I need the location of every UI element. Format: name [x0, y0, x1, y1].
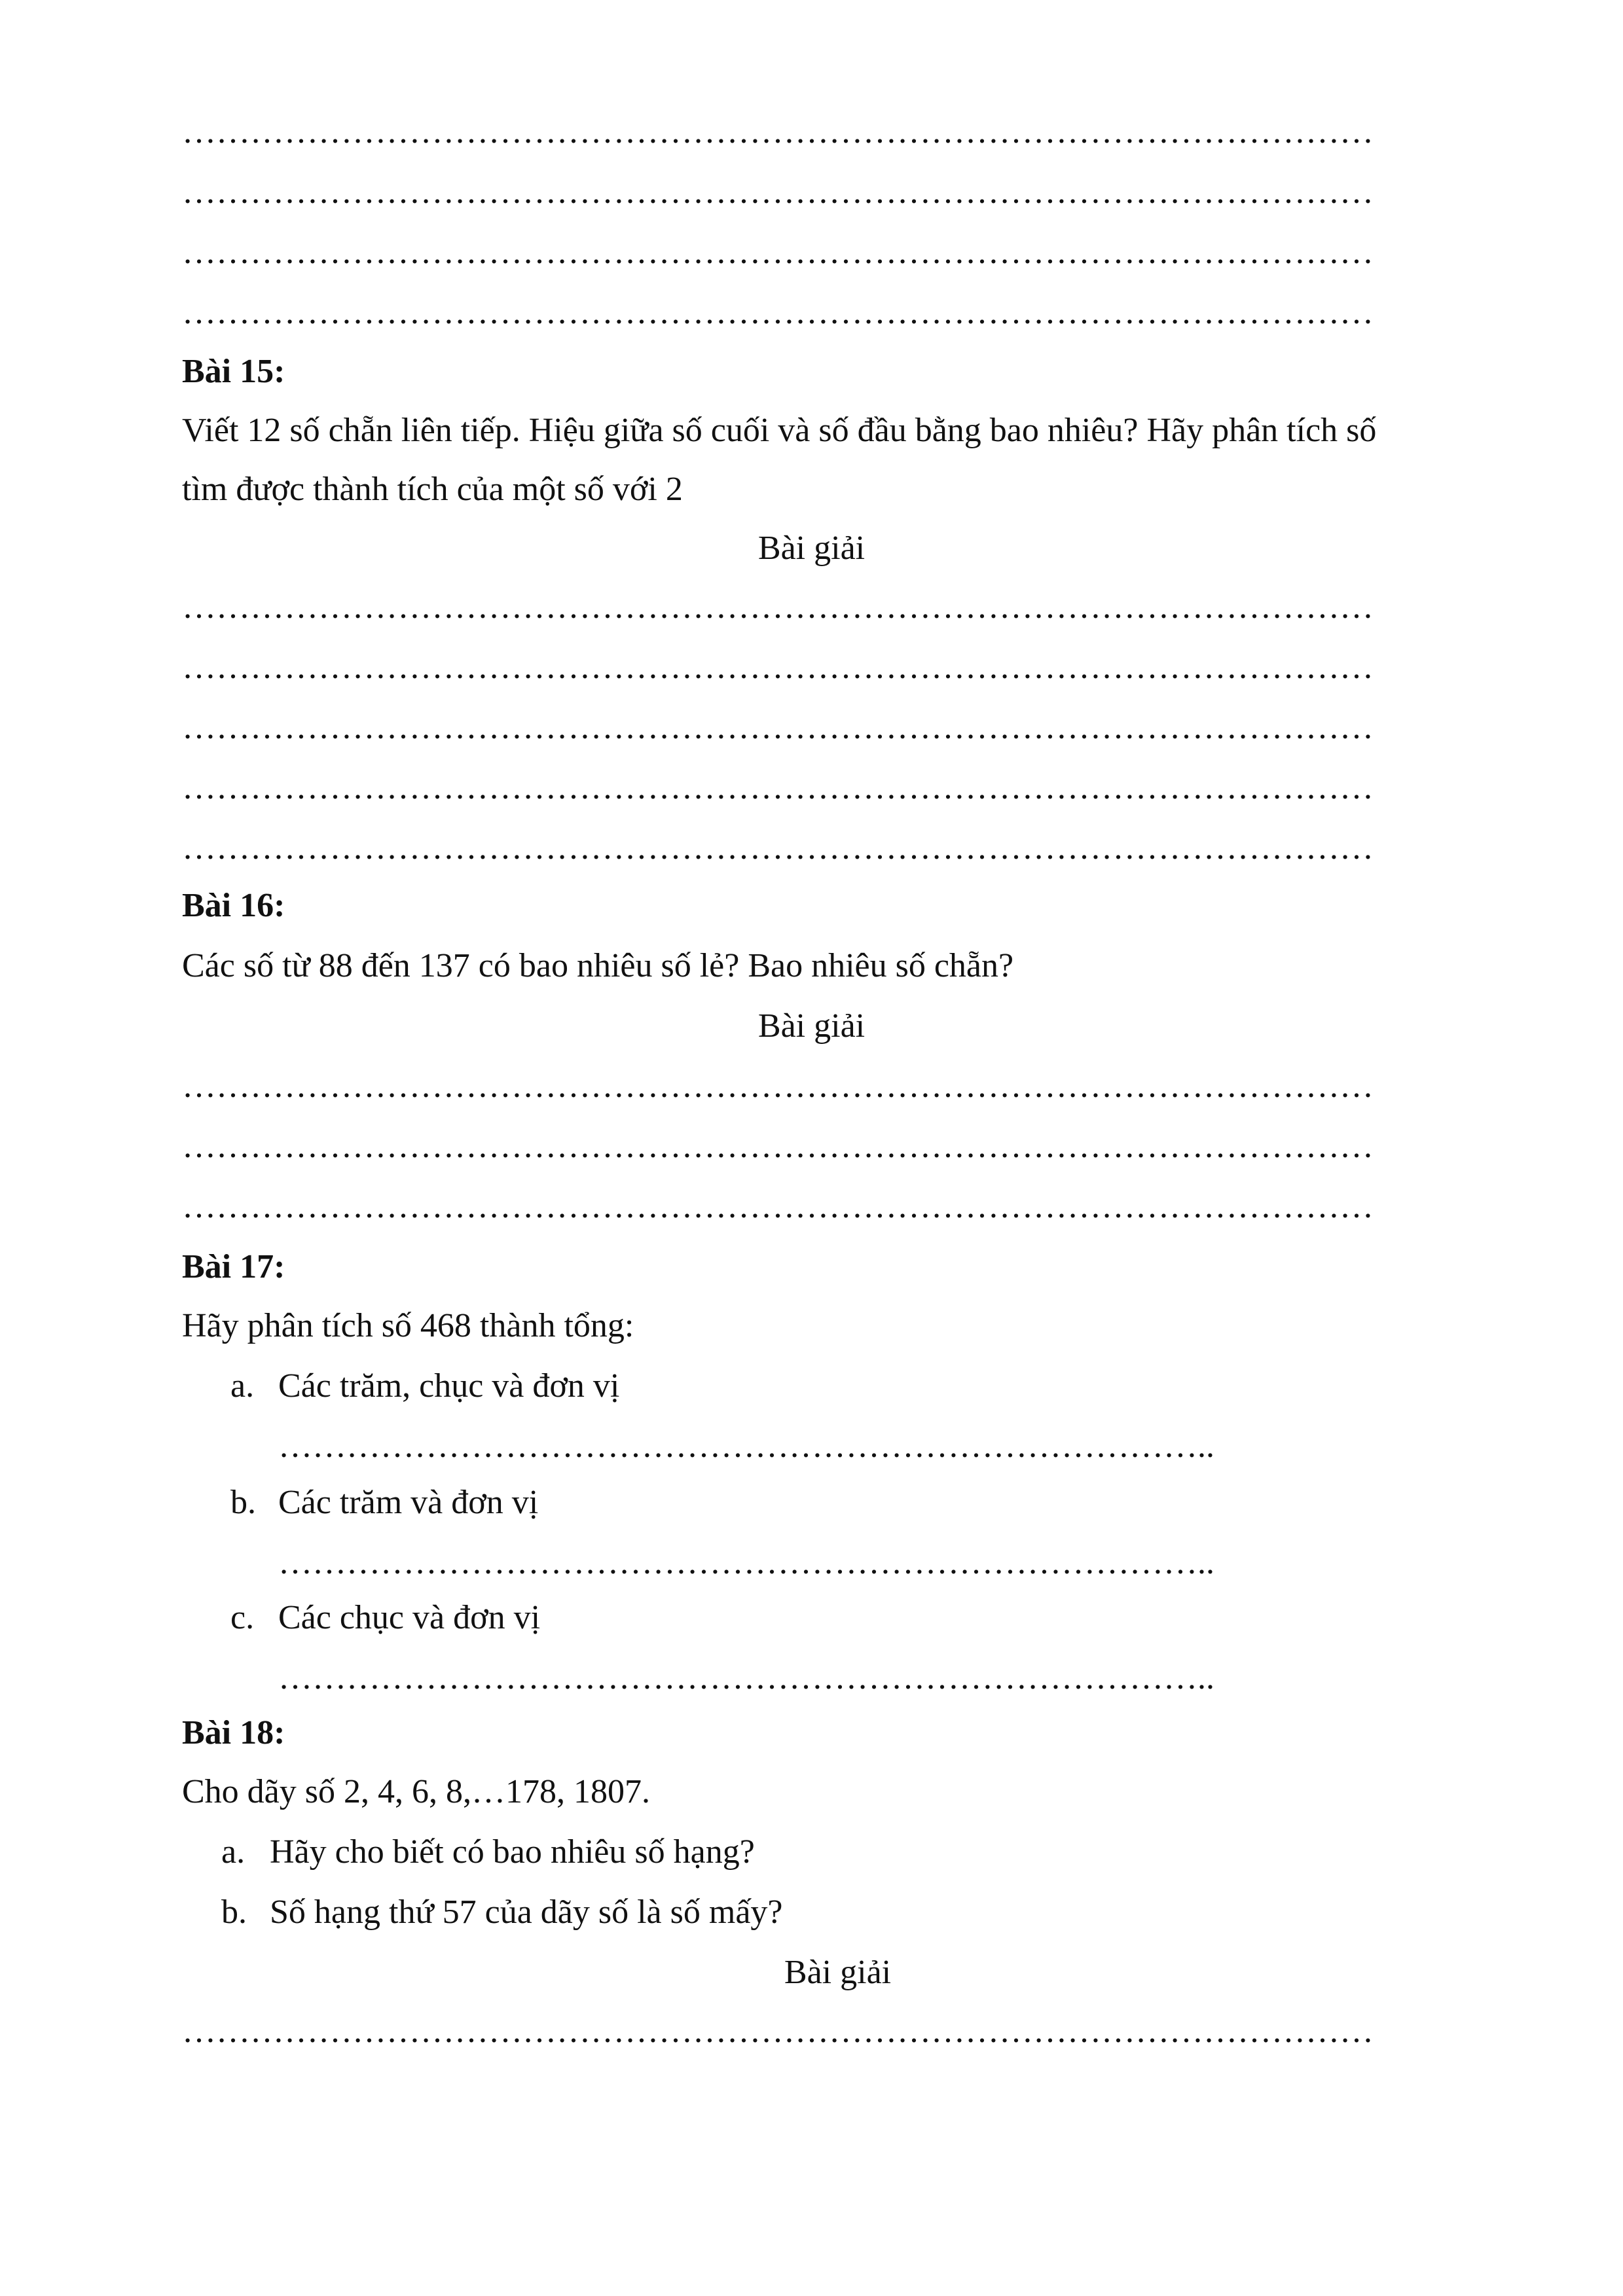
answer-line[interactable]: ……………………………………………………………………….. [278, 1544, 1214, 1581]
exercise-17-title: Bài 17: [182, 1248, 285, 1285]
exercise-15-text-line2: tìm được thành tích của một số với 2 [182, 471, 683, 508]
exercise-15-title: Bài 15: [182, 353, 285, 390]
list-marker: a. [230, 1367, 255, 1405]
answer-line[interactable]: …………………………………………………………………………………………… [182, 294, 1374, 331]
exercise-18-text: Cho dãy số 2, 4, 6, 8,…178, 1807. [182, 1773, 650, 1810]
answer-line[interactable]: …………………………………………………………………………………………… [182, 588, 1374, 626]
exercise-16-title: Bài 16: [182, 887, 285, 924]
answer-line[interactable]: …………………………………………………………………………………………… [182, 829, 1374, 867]
exercise-15-solution-heading: Bài giải [757, 529, 866, 567]
exercise-17-text: Hãy phân tích số 468 thành tổng: [182, 1307, 634, 1344]
exercise-15-text-line1: Viết 12 số chẵn liên tiếp. Hiệu giữa số cuối và số đầu bằng bao nhiêu? Hãy phân tích số [182, 412, 1377, 449]
answer-line[interactable]: …………………………………………………………………………………………… [182, 2013, 1374, 2050]
list-marker: b. [221, 1893, 247, 1931]
exercise-17-item-a: Các trăm, chục và đơn vị [278, 1367, 620, 1405]
answer-line[interactable]: …………………………………………………………………………………………… [182, 769, 1374, 806]
exercise-18-title: Bài 18: [182, 1714, 285, 1751]
answer-line[interactable]: …………………………………………………………………………………………… [182, 1067, 1374, 1105]
exercise-17-item-b: Các trăm và đơn vị [278, 1484, 539, 1521]
answer-line[interactable]: …………………………………………………………………………………………… [182, 173, 1374, 211]
list-marker: a. [221, 1833, 246, 1871]
answer-line[interactable]: …………………………………………………………………………………………… [182, 113, 1374, 151]
answer-line[interactable]: ……………………………………………………………………….. [278, 1659, 1214, 1696]
exercise-16-solution-heading: Bài giải [757, 1007, 866, 1045]
answer-line[interactable]: …………………………………………………………………………………………… [182, 649, 1374, 686]
answer-line[interactable]: …………………………………………………………………………………………… [182, 234, 1374, 271]
list-marker: c. [230, 1599, 255, 1636]
answer-line[interactable]: …………………………………………………………………………………………… [182, 1128, 1374, 1165]
answer-line[interactable]: ……………………………………………………………………….. [278, 1427, 1214, 1465]
exercise-17-item-c: Các chục và đơn vị [278, 1599, 541, 1636]
exercise-18-item-b: Số hạng thứ 57 của dãy số là số mấy? [270, 1893, 783, 1931]
exercise-16-text: Các số từ 88 đến 137 có bao nhiêu số lẻ? Bao nhiêu số chẵn? [182, 947, 1014, 984]
exercise-18-item-a: Hãy cho biết có bao nhiêu số hạng? [270, 1833, 755, 1871]
list-marker: b. [230, 1484, 256, 1521]
answer-line[interactable]: …………………………………………………………………………………………… [182, 709, 1374, 746]
exercise-18-solution-heading: Bài giải [784, 1954, 892, 1991]
answer-line[interactable]: …………………………………………………………………………………………… [182, 1188, 1374, 1225]
